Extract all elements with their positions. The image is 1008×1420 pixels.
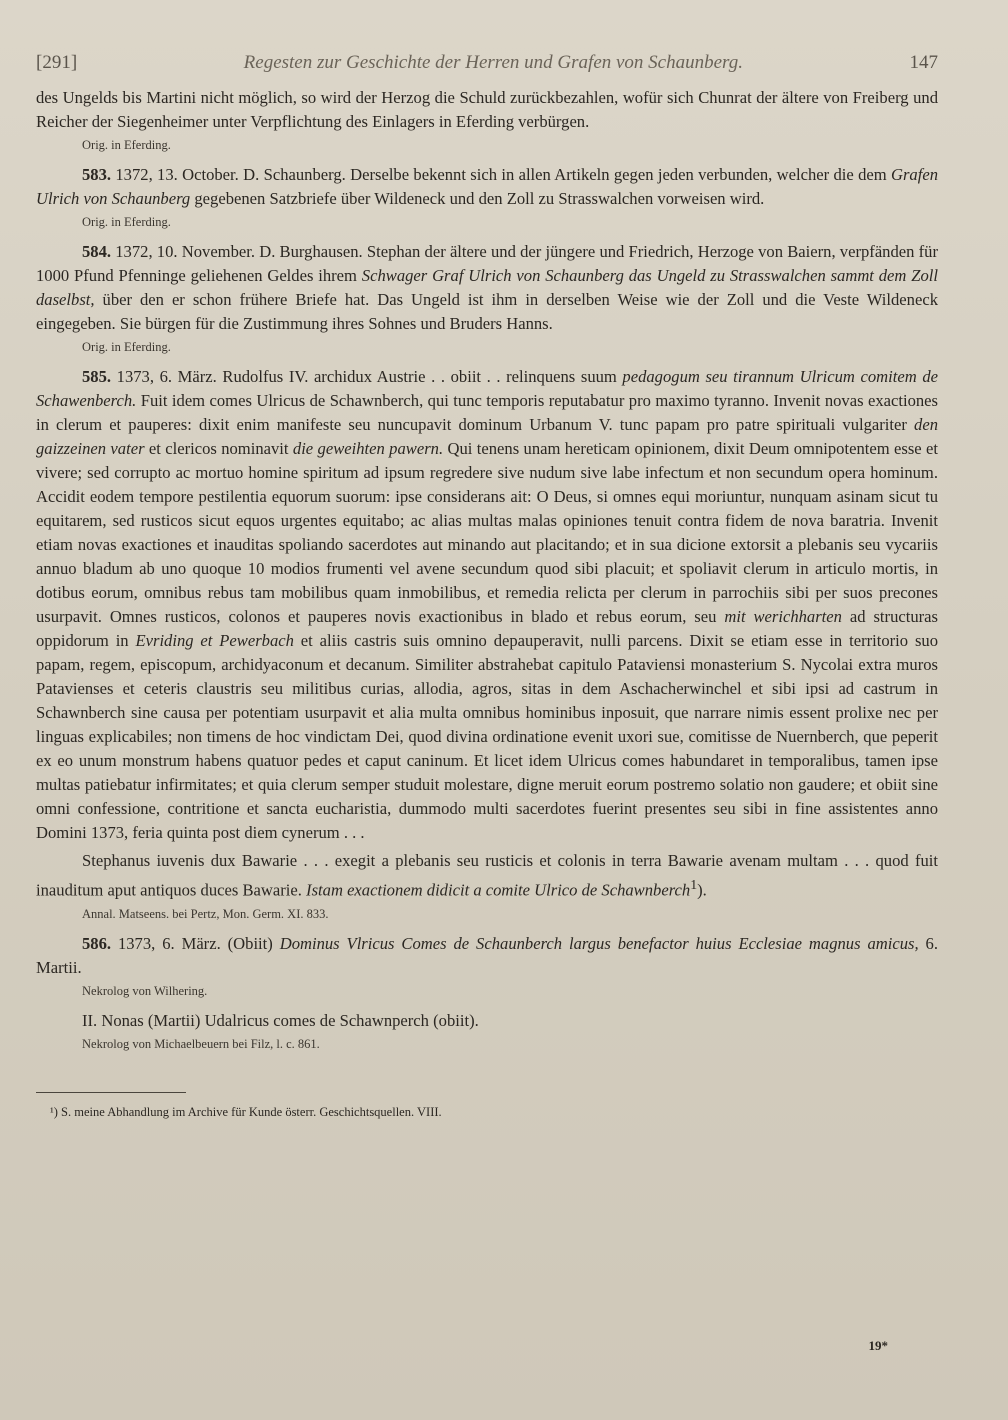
entry-text: ad structuras oppidorum in bbox=[36, 607, 938, 650]
entry-italic: mit werichharten bbox=[724, 607, 842, 626]
entry-italic: Schwager Graf Ulrich von Schaunberg das Ungeld zu Strasswalchen sammt dem Zoll daselbst, bbox=[36, 266, 938, 309]
document-page bbox=[36, 52, 938, 1120]
entry-586-part2: II. Nonas (Martii) Udalricus comes de Schawnperch (obiit). bbox=[82, 1010, 479, 1030]
footnote-text: S. meine Abhandlung im Archive für Kunde österr. Geschichtsquellen. VIII. bbox=[57, 1104, 442, 1119]
source-note: Orig. in Eferding. bbox=[82, 215, 171, 229]
entry-text: 1372, 13. October. D. Schaunberg. Derselbe bekennt sich in allen Artikeln gegen jeden verbunden, welcher die dem bbox=[111, 165, 891, 184]
entry-italic: Istam exactionem didicit a comite Ulrico de Schawnberch bbox=[306, 880, 691, 900]
entry-number: 585. bbox=[82, 367, 112, 386]
source-note: Annal. Matseens. bei Pertz, Mon. Germ. XI. 833. bbox=[82, 906, 329, 921]
footnote-marker: ¹) bbox=[50, 1104, 58, 1119]
entry-text: 1373, 6. März. Rudolfus IV. archidux Austrie . . obiit . . relinquens suum bbox=[111, 367, 623, 386]
source-note: Nekrolog von Wilhering. bbox=[82, 983, 208, 998]
entry-italic: Dominus Vlricus Comes de Schaunberch largus benefactor huius Ecclesiae magnus amicus, bbox=[279, 933, 919, 953]
entry-586 bbox=[36, 932, 938, 980]
page-number: 147 bbox=[909, 52, 938, 73]
entry-italic: pedagogum seu tirannum Ulricum comitem de Schawenberch. bbox=[36, 367, 938, 410]
entry-text: Fuit idem comes Ulricus de Schawnberch, qui tunc temporis reputabatur pro maximo tyranno. Invenit novas exactiones in clerum et pauperes: dixit enim manifeste seu nuncupavit dominum Urbanum V. tunc papam pro patre spirituali vulgariter bbox=[36, 391, 938, 434]
signature-mark: 19* bbox=[868, 1338, 888, 1353]
entry-584 bbox=[36, 240, 938, 336]
page-reference: [291] bbox=[36, 52, 78, 73]
running-head bbox=[36, 52, 938, 74]
source-note: Orig. in Eferding. bbox=[82, 340, 171, 354]
entry-text: et aliis castris suis omnino depauperavit, nulli parcens. Dixit se etiam esse in territorio suo papam, regem, episcopum, archidyaconum et decanum. Similiter abstrahebat capitulo Pataviensi monasterium S. Nycolai extra muros Patavienses et ceteris claustris seu militibus curias, allodia, agros, sitas in dem Aschacherwinchel et sibi ipsi ad castrum in Schawnberch sine causa per potentiam usurpavit et alia multa omnibus hominibus inposuit, que narrare nimis essent prolixe nec per linguas explicabiles; non timens de hoc vindictam Dei, quod divina ordinatione evenit uxori sue, comitisse de Nuernberch, que peperit ex eo unum monstrum habens quatuor pedes et caput caninum. Et licet idem Ulricus comes habundaret in temporalibus, tamen ipse multas patiebatur infirmitates; et quia clerum semper studuit molestare, digne meruit eorum postremo solatio non gaudere; et obiit sine omni confessione, contritione et sancta eucharistia, dummodo multi sacerdotes fuerint presentes seu sibi in fine assistentes anno Domini 1373, feria quinta post diem cynerum . . . bbox=[36, 631, 938, 842]
entry-number: 583. bbox=[82, 165, 112, 184]
entry-text: 1373, 6. März. (Obiit) bbox=[111, 933, 280, 953]
entry-text: et clericos nominavit bbox=[144, 439, 293, 458]
footnote-ref: 1 bbox=[690, 877, 698, 892]
entry-text: 6. Martii. bbox=[36, 933, 938, 977]
entry-text: Qui tenens unam hereticam opinionem, dixit Deum omnipotentem esse et vivere; sed corrupto ac mortuo homine spiritum ad ipsum regredere sive nudum sive labe infectum et non secundum opera hominum. Accidit eodem tempore pestilentia equorum suorum: ipse considerans ait: O Deus, si omnes equi moriuntur, nunquam asinam sicut tu equitarem, sed rusticos sicut equos urgentes equitabo; ac alias multas malas opiniones tenuit contra fidem de nova baratria. Invenit etiam novas exactiones et inauditas spoliando sacerdotes aut minando aut placitando; et in sua dicione extorsit a plebanis seu vycariis annuo bladum ab uno quoque 10 modios frumenti vel avene secundum quod sibi placuit; et spoliavit clerum in articulo mortis, in dotibus eorum, omnibus rebus tam mobilibus quam inmobilibus, et remedia relicta per clerum in parrochiis sibi per suos precones usurpavit. Omnes rusticos, colonos et pauperes novis exactionibus in blado et rebus eorum, seu bbox=[36, 439, 938, 626]
footnote-divider bbox=[36, 1092, 186, 1093]
entry-text: Stephanus iuvenis dux Bawarie . . . exegit a plebanis seu rusticis et colonis in terra Bawarie avenam multam . . . quod fuit inauditum aput antiquos duces Bawarie. bbox=[36, 851, 938, 900]
entry-text: 1372, 10. November. D. Burghausen. Stephan der ältere und der jüngere und Friedrich, Herzoge von Baiern, verpfänden für 1000 Pfund Pfenninge geliehenen Geldes ihrem bbox=[36, 242, 938, 285]
entry-number: 584. bbox=[82, 242, 112, 261]
continuation-paragraph: des Ungelds bis Martini nicht möglich, so wird der Herzog die Schuld zurückbezahlen, wofür sich Chunrat der ältere von Freiberg und Reicher der Siegenheimer unter Verpflichtung des Einlagers in Eferding verbürgen. bbox=[36, 88, 938, 131]
entry-text: gegebenen Satzbriefe über Wildeneck und den Zoll zu Strasswalchen vorweisen wird. bbox=[190, 189, 765, 208]
entry-italic: den gaizzeinen vater bbox=[36, 415, 938, 458]
entry-text: ). bbox=[697, 880, 707, 900]
entry-text: über den er schon frühere Briefe hat. Das Ungeld ist ihm in derselben Weise wie der Zoll und die Veste Wildeneck eingegeben. Sie bürgen für die Zustimmung ihres Sohnes und Bruders Hanns. bbox=[36, 290, 938, 333]
entry-italic: Grafen Ulrich von Schaunberg bbox=[36, 165, 938, 208]
source-note: Orig. in Eferding. bbox=[82, 138, 171, 152]
entry-number: 586. bbox=[82, 933, 112, 953]
entry-italic: die geweihten pawern. bbox=[292, 439, 444, 458]
entry-583 bbox=[36, 163, 938, 211]
running-title: Regesten zur Geschichte der Herren und Grafen von Schaunberg. bbox=[243, 52, 743, 73]
entry-585 bbox=[36, 365, 938, 845]
entry-585-part2 bbox=[36, 849, 938, 903]
source-note: Nekrolog von Michaelbeuern bei Filz, l. c. 861. bbox=[82, 1036, 320, 1051]
entry-italic: Evriding et Pewerbach bbox=[135, 631, 294, 650]
footnote bbox=[50, 1105, 938, 1120]
